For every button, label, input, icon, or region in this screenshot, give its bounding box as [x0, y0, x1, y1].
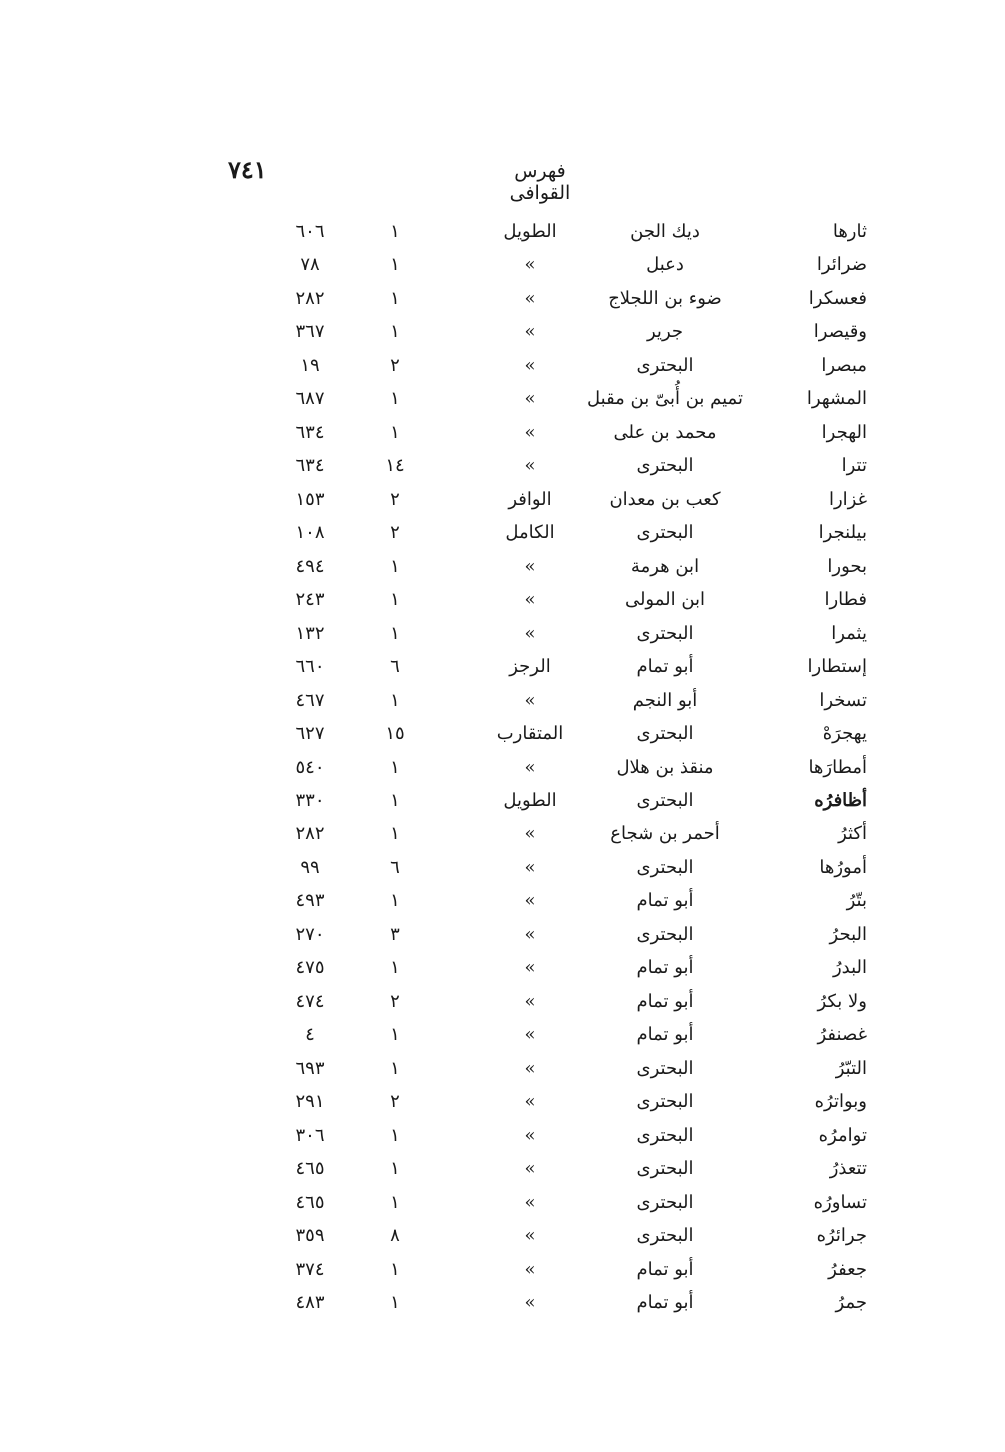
page-reference-cell: ٢٨٢: [295, 823, 325, 845]
table-row: [0, 1219, 1005, 1252]
meter-cell: الطويل: [503, 789, 557, 811]
poet-cell: أبو تمام: [636, 656, 694, 678]
rhyme-index-table: [0, 215, 1005, 1319]
page-reference-cell: ١٥٣: [295, 488, 325, 510]
meter-cell: »: [524, 890, 536, 912]
poet-cell: البحترى: [636, 354, 694, 376]
verse-count-cell: ٢: [390, 990, 400, 1012]
poet-cell: ابن هرمة: [630, 555, 700, 577]
poet-cell: أبو تمام: [636, 1024, 694, 1046]
rhyme-cell: جعفرُ: [828, 1258, 867, 1280]
page-reference-cell: ٦٩٣: [295, 1057, 325, 1079]
rhyme-cell: أكثرُ: [838, 823, 867, 845]
rhyme-cell: فعسكرا: [808, 287, 867, 309]
rhyme-cell: يهجرَهْ: [822, 723, 867, 745]
page-reference-cell: ٦٠٦: [295, 221, 325, 242]
rhyme-cell: تسخرا: [819, 689, 867, 711]
rhyme-cell: جرائرُه: [816, 1225, 867, 1247]
page-reference-cell: ٤٨٣: [295, 1292, 325, 1313]
poet-cell: تميم بن أُبىّ بن مقبل: [587, 388, 743, 410]
poet-cell: البحترى: [636, 856, 694, 878]
table-row: [0, 884, 1005, 917]
rhyme-cell: أمورُها: [819, 856, 867, 878]
verse-count-cell: ١: [390, 756, 400, 778]
poet-cell: ضوء بن اللجلاج: [608, 287, 722, 309]
page-reference-cell: ٦٦٠: [295, 656, 325, 678]
rhyme-cell: التبّرُ: [835, 1057, 867, 1079]
poet-cell: ابن المولى: [624, 589, 706, 611]
table-row: [0, 1186, 1005, 1219]
rhyme-cell: يثمرا: [831, 622, 867, 644]
rhyme-cell: توامرُه: [818, 1124, 867, 1146]
table-row: [0, 1253, 1005, 1286]
verse-count-cell: ١: [390, 789, 400, 811]
verse-count-cell: ١: [390, 254, 400, 276]
verse-count-cell: ١: [390, 589, 400, 611]
meter-cell: »: [524, 689, 536, 711]
poet-cell: ديك الجن: [630, 221, 700, 242]
meter-cell: »: [524, 823, 536, 845]
poet-cell: البحترى: [636, 522, 694, 544]
rhyme-cell: أظافرُه: [814, 789, 867, 811]
verse-count-cell: ٢: [390, 488, 400, 510]
meter-cell: الطويل: [503, 221, 557, 242]
table-row: [0, 1052, 1005, 1085]
meter-cell: الرجز: [509, 656, 551, 678]
verse-count-cell: ١٥: [385, 723, 405, 745]
meter-cell: »: [524, 856, 536, 878]
verse-count-cell: ١: [390, 321, 400, 343]
poet-cell: البحترى: [636, 1158, 694, 1180]
table-row: [0, 215, 1005, 248]
verse-count-cell: ١: [390, 388, 400, 410]
verse-count-cell: ١: [390, 890, 400, 912]
rhyme-cell: البدرُ: [832, 957, 867, 979]
page-number: ٧٤١: [228, 155, 267, 184]
verse-count-cell: ١: [390, 823, 400, 845]
page-reference-cell: ٦٣٤: [295, 455, 325, 477]
poet-cell: البحترى: [636, 723, 694, 745]
rhyme-cell: تساورُه: [813, 1191, 867, 1213]
meter-cell: »: [524, 923, 536, 945]
poet-cell: منقذ بن هلال: [616, 756, 714, 778]
meter-cell: »: [524, 957, 536, 979]
meter-cell: »: [524, 1024, 536, 1046]
meter-cell: »: [524, 1191, 536, 1213]
verse-count-cell: ١: [390, 1057, 400, 1079]
rhyme-cell: ثارها: [832, 221, 867, 242]
page-title: فهرس القوافى: [509, 160, 571, 204]
rhyme-cell: وقيصرا: [813, 321, 867, 343]
meter-cell: »: [524, 321, 536, 343]
table-row: [0, 483, 1005, 516]
page-reference-cell: ٣٦٧: [295, 321, 325, 343]
page-reference-cell: ٦٨٧: [295, 388, 325, 410]
page-reference-cell: ٩٩: [300, 856, 320, 878]
rhyme-cell: الهجرا: [821, 421, 867, 443]
meter-cell: »: [524, 254, 536, 276]
poet-cell: أبو النجم: [632, 689, 698, 711]
meter-cell: »: [524, 421, 536, 443]
meter-cell: »: [524, 1124, 536, 1146]
meter-cell: الكامل: [505, 522, 555, 544]
verse-count-cell: ٦: [390, 856, 400, 878]
rhyme-cell: تترا: [841, 455, 867, 477]
verse-count-cell: ١: [390, 689, 400, 711]
page-reference-cell: ٤٩٤: [295, 555, 325, 577]
page-reference-cell: ٢٩١: [295, 1091, 325, 1113]
meter-cell: »: [524, 455, 536, 477]
poet-cell: البحترى: [636, 1057, 694, 1079]
rhyme-cell: جمرُ: [835, 1292, 867, 1313]
table-row: [0, 918, 1005, 951]
page-reference-cell: ٤٧٤: [295, 990, 325, 1012]
page-reference-cell: ٣٠٦: [295, 1124, 325, 1146]
poet-cell: كعب بن معدان: [609, 488, 721, 510]
meter-cell: الوافر: [508, 488, 552, 510]
verse-count-cell: ١: [390, 1158, 400, 1180]
page-reference-cell: ١٩: [300, 354, 320, 376]
verse-count-cell: ١: [390, 1191, 400, 1213]
table-row: [0, 617, 1005, 650]
table-row: [0, 1119, 1005, 1152]
page-reference-cell: ٤: [305, 1024, 315, 1046]
page-reference-cell: ٣٥٩: [295, 1225, 325, 1247]
poet-cell: البحترى: [636, 1225, 694, 1247]
meter-cell: »: [524, 756, 536, 778]
table-row: [0, 583, 1005, 616]
verse-count-cell: ١: [390, 1124, 400, 1146]
meter-cell: »: [524, 1091, 536, 1113]
table-row: [0, 1018, 1005, 1051]
verse-count-cell: ١: [390, 287, 400, 309]
verse-count-cell: ١: [390, 555, 400, 577]
poet-cell: البحترى: [636, 1191, 694, 1213]
rhyme-cell: وبواترُه: [814, 1091, 867, 1113]
table-row: [0, 1152, 1005, 1185]
page-reference-cell: ١٣٢: [295, 622, 325, 644]
rhyme-cell: بيلنجرا: [818, 522, 867, 544]
poet-cell: دعبل: [646, 254, 684, 276]
verse-count-cell: ٣: [390, 923, 400, 945]
page-reference-cell: ٣٣٠: [295, 789, 325, 811]
rhyme-cell: المشهرا: [806, 388, 867, 410]
rhyme-cell: فطارا: [824, 589, 867, 611]
poet-cell: البحترى: [636, 1124, 694, 1146]
table-row: [0, 449, 1005, 482]
poet-cell: أبو تمام: [636, 1258, 694, 1280]
poet-cell: محمد بن على: [613, 421, 717, 443]
page-reference-cell: ١٠٨: [295, 522, 325, 544]
rhyme-cell: غزارا: [828, 488, 867, 510]
page-reference-cell: ٦٣٤: [295, 421, 325, 443]
table-row: [0, 416, 1005, 449]
meter-cell: »: [524, 388, 536, 410]
rhyme-cell: ضرائرا: [816, 254, 867, 276]
table-row: [0, 1286, 1005, 1319]
table-row: [0, 817, 1005, 850]
rhyme-cell: مبصرا: [821, 354, 867, 376]
table-row: [0, 650, 1005, 683]
page-reference-cell: ٢٧٠: [295, 923, 325, 945]
table-row: [0, 784, 1005, 817]
verse-count-cell: ٦: [390, 656, 400, 678]
table-row: [0, 550, 1005, 583]
table-row: [0, 851, 1005, 884]
verse-count-cell: ٨: [390, 1225, 400, 1247]
verse-count-cell: ٢: [390, 522, 400, 544]
table-row: [0, 248, 1005, 281]
table-row: [0, 282, 1005, 315]
verse-count-cell: ٢: [390, 1091, 400, 1113]
meter-cell: »: [524, 1292, 536, 1313]
poet-cell: جرير: [647, 321, 683, 343]
table-row: [0, 717, 1005, 750]
meter-cell: »: [524, 287, 536, 309]
verse-count-cell: ١: [390, 1292, 400, 1313]
table-row: [0, 349, 1005, 382]
table-row: [0, 315, 1005, 348]
verse-count-cell: ١: [390, 421, 400, 443]
poet-cell: البحترى: [636, 622, 694, 644]
page-reference-cell: ٤٦٧: [295, 689, 325, 711]
verse-count-cell: ١: [390, 1258, 400, 1280]
verse-count-cell: ١: [390, 622, 400, 644]
poet-cell: البحترى: [636, 923, 694, 945]
page-reference-cell: ٢٤٣: [295, 589, 325, 611]
page-reference-cell: ٤٦٥: [295, 1158, 325, 1180]
table-row: [0, 985, 1005, 1018]
poet-cell: البحترى: [636, 789, 694, 811]
meter-cell: »: [524, 1225, 536, 1247]
meter-cell: »: [524, 1057, 536, 1079]
rhyme-cell: تتعذرُ: [829, 1158, 867, 1180]
verse-count-cell: ١: [390, 1024, 400, 1046]
page-reference-cell: ٢٨٢: [295, 287, 325, 309]
verse-count-cell: ١: [390, 957, 400, 979]
poet-cell: البحترى: [636, 1091, 694, 1113]
poet-cell: البحترى: [636, 455, 694, 477]
table-row: [0, 684, 1005, 717]
rhyme-cell: أمطارَها: [808, 756, 867, 778]
rhyme-cell: ولا بكرُ: [817, 990, 867, 1012]
meter-cell: »: [524, 1258, 536, 1280]
table-row: [0, 382, 1005, 415]
poet-cell: أبو تمام: [636, 990, 694, 1012]
poet-cell: أحمر بن شجاع: [610, 823, 720, 845]
verse-count-cell: ٢: [390, 354, 400, 376]
table-row: [0, 516, 1005, 549]
page-reference-cell: ٦٢٧: [295, 723, 325, 745]
meter-cell: »: [524, 622, 536, 644]
meter-cell: »: [524, 354, 536, 376]
rhyme-cell: بتّرُ: [846, 890, 867, 912]
table-row: [0, 951, 1005, 984]
meter-cell: المتقارب: [496, 723, 564, 745]
page-reference-cell: ٧٨: [300, 254, 320, 276]
page-reference-cell: ٤٦٥: [295, 1191, 325, 1213]
page-reference-cell: ٤٧٥: [295, 957, 325, 979]
page-reference-cell: ٣٧٤: [295, 1258, 325, 1280]
meter-cell: »: [524, 1158, 536, 1180]
rhyme-cell: البحرُ: [829, 923, 867, 945]
poet-cell: أبو تمام: [636, 1292, 694, 1313]
rhyme-cell: إستطارا: [807, 656, 867, 678]
meter-cell: »: [524, 990, 536, 1012]
rhyme-cell: غصنفرُ: [817, 1024, 867, 1046]
meter-cell: »: [524, 555, 536, 577]
poet-cell: أبو تمام: [636, 957, 694, 979]
table-row: [0, 1085, 1005, 1118]
page-reference-cell: ٥٤٠: [295, 756, 325, 778]
table-row: [0, 751, 1005, 784]
verse-count-cell: ١: [390, 221, 400, 242]
poet-cell: أبو تمام: [636, 890, 694, 912]
page-reference-cell: ٤٩٣: [295, 890, 325, 912]
meter-cell: »: [524, 589, 536, 611]
verse-count-cell: ١٤: [385, 455, 405, 477]
rhyme-cell: بحورا: [827, 555, 867, 577]
